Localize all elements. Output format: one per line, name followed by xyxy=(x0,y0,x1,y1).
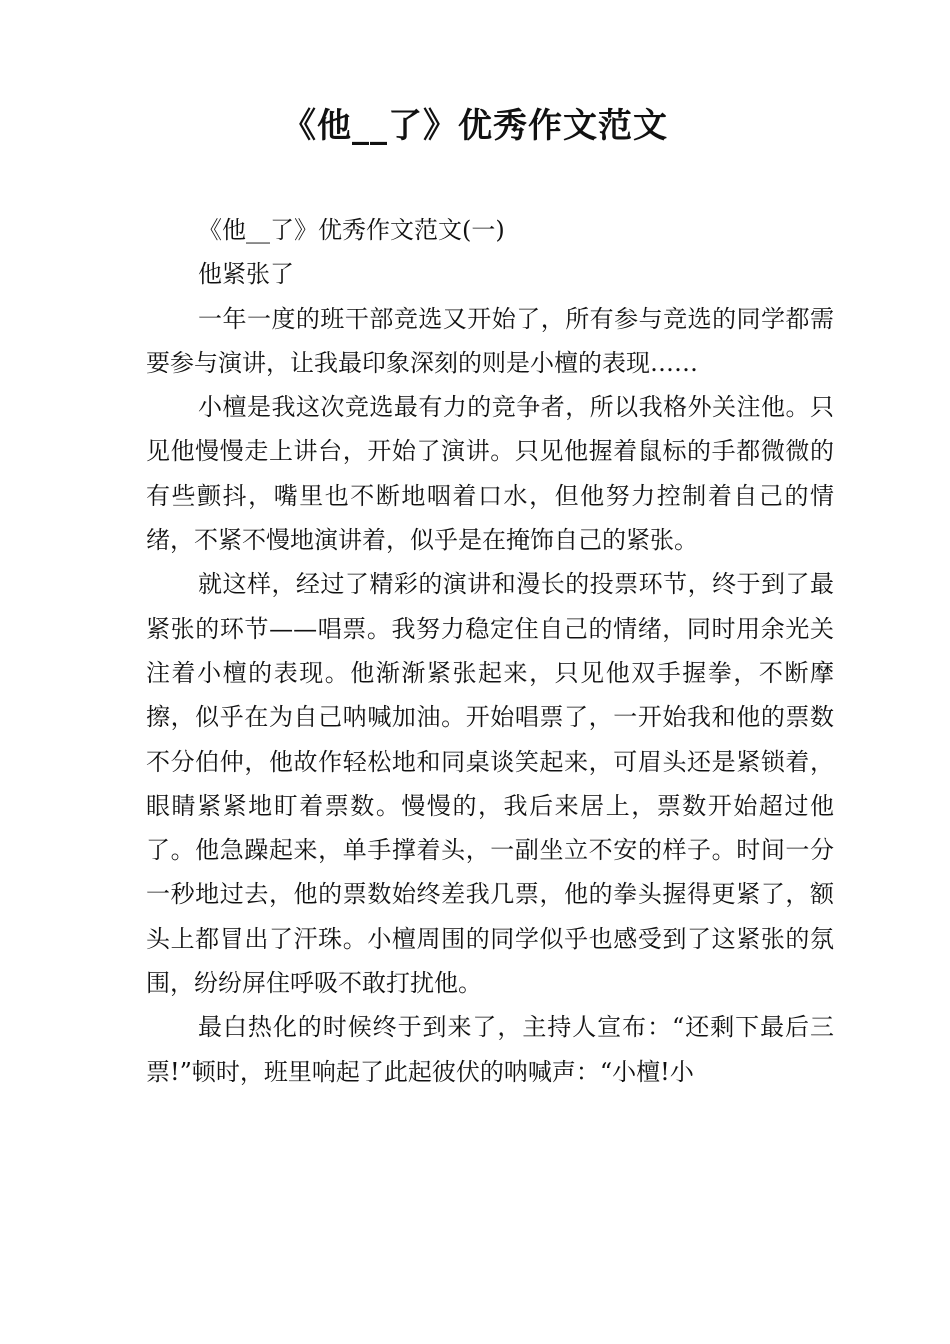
essay-heading: 他紧张了 xyxy=(198,260,294,289)
paragraph: 一年一度的班干部竞选又开始了，所有参与竞选的同学都需要参与演讲，让我最印象深刻的则是小檀的表现…… xyxy=(146,304,834,377)
paragraph: 最白热化的时候终于到来了，主持人宣布：“还剩下最后三票!”顿时，班里响起了此起彼伏的呐喊声：“小檀!小 xyxy=(146,1013,834,1086)
paragraph: 小檀是我这次竞选最有力的竞争者，所以我格外关注他。只见他慢慢走上讲台，开始了演讲。只见他握着鼠标的手都微微的有些颤抖，嘴里也不断地咽着口水，但他努力控制着自己的情绪，不紧不慢地演讲着，似乎是在掩饰自己的紧张。 xyxy=(146,393,834,555)
document-body xyxy=(146,208,834,1094)
essay-subtitle: 《他__了》优秀作文范文(一) xyxy=(198,216,505,244)
document-title: 《他__了》优秀作文范文 xyxy=(282,106,668,146)
paragraph: 就这样，经过了精彩的演讲和漫长的投票环节，终于到了最紧张的环节——唱票。我努力稳定住自己的情绪，同时用余光关注着小檀的表现。他渐渐紧张起来，只见他双手握拳，不断摩擦，似乎在为自己呐喊加油。开始唱票了，一开始我和他的票数不分伯仲，他故作轻松地和同桌谈笑起来，可眉头还是紧锁着，眼睛紧紧地盯着票数。慢慢的，我后来居上，票数开始超过他了。他急躁起来，单手撑着头，一副坐立不安的样子。时间一分一秒地过去，他的票数始终差我几票，他的拳头握得更紧了，额头上都冒出了汗珠。小檀周围的同学似乎也感受到了这紧张的氛围，纷纷屏住呼吸不敢打扰他。 xyxy=(146,570,834,998)
